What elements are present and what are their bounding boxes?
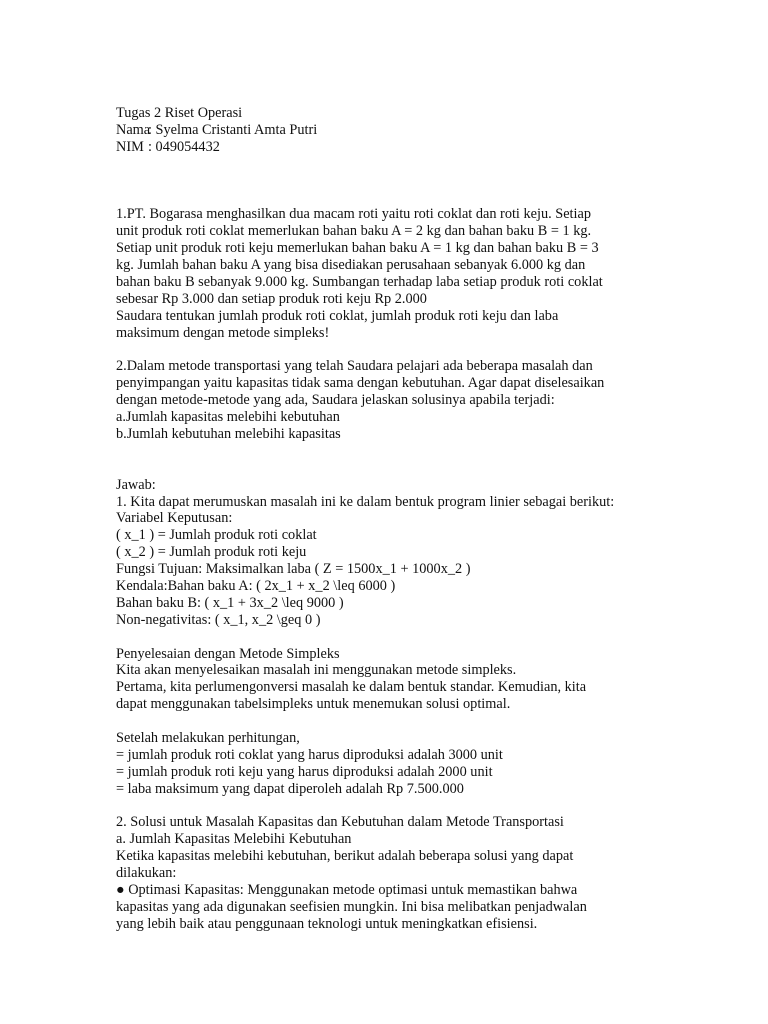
text-line: unit produk roti coklat memerlukan bahan baku A = 2 kg dan bahan baku B = 1 kg. bbox=[116, 223, 592, 240]
text-line: Bahan baku B: ( x_1 + 3x_2 \leq 9000 ) bbox=[116, 594, 344, 611]
text-line: penyimpangan yaitu kapasitas tidak sama dengan kebutuhan. Agar dapat diselesaikan bbox=[116, 375, 605, 392]
text-line: Kita akan menyelesaikan masalah ini menggunakan metode simpleks. bbox=[116, 662, 517, 679]
student-nim-row bbox=[116, 139, 676, 156]
text-line: Pertama, kita perlumengonversi masalah ke dalam bentuk standar. Kemudian, kita bbox=[116, 679, 587, 696]
name-value: : Syelma Cristanti Amta Putri bbox=[148, 121, 318, 138]
text-line: Setiap unit produk roti keju memerlukan bahan baku A = 1 kg dan bahan baku B = 3 bbox=[116, 240, 599, 257]
text-line: Saudara tentukan jumlah produk roti coklat, jumlah produk roti keju dan laba bbox=[116, 307, 559, 324]
text-line: Fungsi Tujuan: Maksimalkan laba ( Z = 1500x_1 + 1000x_2 ) bbox=[116, 561, 471, 578]
text-line: dengan metode-metode yang ada, Saudara jelaskan solusinya apabila terjadi: bbox=[116, 392, 555, 409]
text-line: bahan baku B sebanyak 9.000 kg. Sumbangan terhadap laba setiap produk roti coklat bbox=[116, 273, 603, 290]
text-line: b.Jumlah kebutuhan melebihi kapasitas bbox=[116, 425, 341, 442]
student-name-row bbox=[116, 122, 676, 139]
text-line: Non-negativitas: ( x_1, x_2 \geq 0 ) bbox=[116, 611, 321, 628]
text-line: Variabel Keputusan: bbox=[116, 510, 233, 527]
text-line: = jumlah produk roti keju yang harus diproduksi adalah 2000 unit bbox=[116, 763, 493, 780]
text-line: ( x_2 ) = Jumlah produk roti keju bbox=[116, 544, 307, 561]
text-line: = laba maksimum yang dapat diperoleh adalah Rp 7.500.000 bbox=[116, 780, 464, 797]
text-line: dilakukan: bbox=[116, 865, 177, 882]
text-line: 2.Dalam metode transportasi yang telah Saudara pelajari ada beberapa masalah dan bbox=[116, 358, 593, 375]
text-line: kg. Jumlah bahan baku A yang bisa disediakan perusahaan sebanyak 6.000 kg dan bbox=[116, 257, 586, 274]
answer-heading: Jawab: bbox=[116, 476, 156, 493]
text-line: 1. Kita dapat merumuskan masalah ini ke dalam bentuk program linier sebagai berikut: bbox=[116, 493, 615, 510]
text-line: dapat menggunakan tabelsimpleks untuk menemukan solusi optimal. bbox=[116, 696, 511, 713]
question-2 bbox=[116, 358, 676, 442]
answer-2-section bbox=[116, 814, 676, 932]
text-line: a. Jumlah Kapasitas Melebihi Kebutuhan bbox=[116, 831, 352, 848]
results-section bbox=[116, 730, 676, 798]
nim-value: : 049054432 bbox=[148, 138, 220, 155]
bullet-item: ● Optimasi Kapasitas: Menggunakan metode optimasi untuk memastikan bahwa bbox=[116, 881, 578, 898]
document-title: Tugas 2 Riset Operasi bbox=[116, 105, 243, 121]
text-line: yang lebih baik atau penggunaan teknologi untuk meningkatkan efisiensi. bbox=[116, 915, 538, 932]
answer-1-formulation bbox=[116, 477, 676, 629]
text-line: kapasitas yang ada digunakan seefisien mungkin. Ini bisa melibatkan penjadwalan bbox=[116, 898, 587, 915]
text-line: Ketika kapasitas melebihi kebutuhan, berikut adalah beberapa solusi yang dapat bbox=[116, 848, 574, 865]
simplex-section bbox=[116, 646, 676, 714]
name-label: Nama bbox=[116, 121, 151, 138]
text-line: maksimum dengan metode simpleks! bbox=[116, 324, 330, 341]
text-line: 2. Solusi untuk Masalah Kapasitas dan Kebutuhan dalam Metode Transportasi bbox=[116, 814, 564, 831]
document-body bbox=[116, 105, 676, 933]
text-line: Kendala:Bahan baku A: ( 2x_1 + x_2 \leq 6000 ) bbox=[116, 577, 396, 594]
question-1 bbox=[116, 206, 676, 341]
text-line: 1.PT. Bogarasa menghasilkan dua macam roti yaitu roti coklat dan roti keju. Setiap bbox=[116, 206, 591, 223]
text-line: sebesar Rp 3.000 dan setiap produk roti keju Rp 2.000 bbox=[116, 290, 427, 307]
text-line: Penyelesaian dengan Metode Simpleks bbox=[116, 645, 340, 662]
text-line: = jumlah produk roti coklat yang harus diproduksi adalah 3000 unit bbox=[116, 746, 503, 763]
text-line: a.Jumlah kapasitas melebihi kebutuhan bbox=[116, 409, 340, 426]
text-line: Setelah melakukan perhitungan, bbox=[116, 729, 300, 746]
text-line: ( x_1 ) = Jumlah produk roti coklat bbox=[116, 527, 317, 544]
nim-label: NIM bbox=[116, 138, 144, 155]
